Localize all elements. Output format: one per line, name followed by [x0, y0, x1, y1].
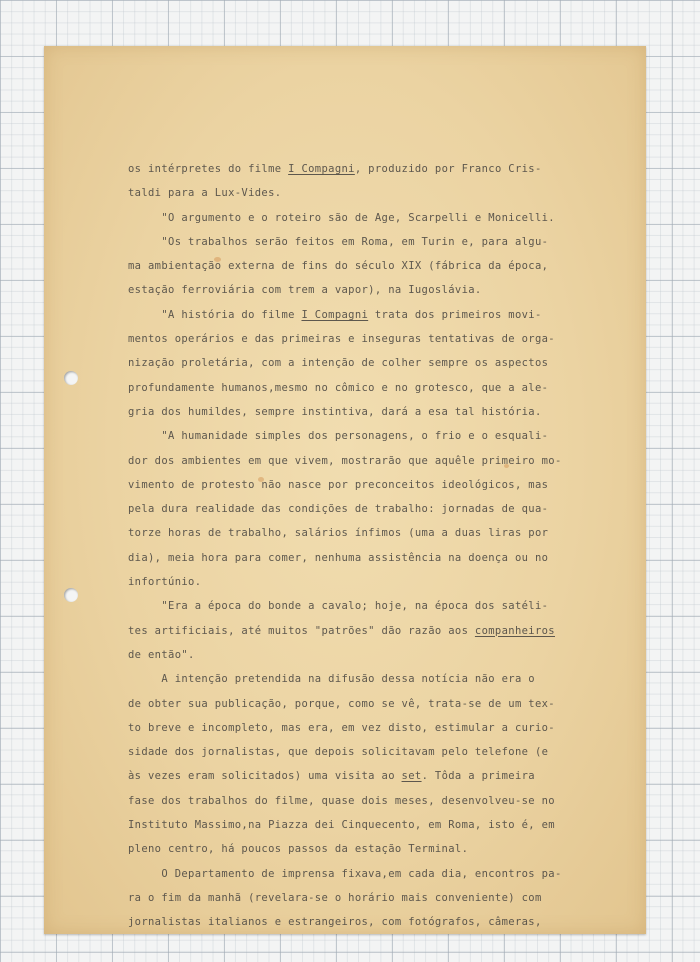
text-line: [128, 813, 598, 837]
line-text: torze horas de trabalho, salários ínfimos (uma a duas liras por: [128, 527, 549, 540]
text-line: [128, 692, 598, 716]
underlined-text: I Compagni: [301, 308, 369, 321]
text-line: [128, 521, 598, 545]
line-text: A intenção pretendida na difusão dessa notícia não era o: [128, 673, 535, 686]
text-line: [128, 594, 598, 618]
text-line: [128, 424, 598, 448]
line-text: "A humanidade simples dos personagens, o frio e o esquali-: [128, 430, 549, 443]
text-line: [128, 206, 598, 230]
line-text: infortúnio.: [128, 576, 202, 589]
line-text: Instituto Massimo,na Piazza dei Cinquecento, em Roma, isto é, em: [128, 819, 555, 832]
text-line: [128, 716, 598, 740]
line-text: de obter sua publicação, porque, como se vê, trata-se de um tex-: [128, 697, 555, 710]
text-line: [128, 327, 598, 351]
text-line: [128, 230, 598, 254]
line-text: vimento de protesto não nasce por preconceitos ideológicos, mas: [128, 478, 549, 491]
underlined-text: set: [401, 770, 422, 783]
line-text: às vezes eram solicitados) uma visita ao: [128, 770, 402, 783]
line-text: ma ambientação externa de fins do século XIX (fábrica da época,: [128, 260, 549, 273]
text-line: [128, 497, 598, 521]
line-text: de então".: [128, 648, 195, 661]
underlined-text: I Compagni: [288, 163, 355, 175]
line-text: O Departamento de imprensa fixava,em cada dia, encontros pa-: [128, 867, 562, 880]
line-text: "Era a época do bonde a cavalo; hoje, na época dos satéli-: [128, 600, 549, 613]
typewritten-page: [44, 46, 646, 934]
line-text: gria dos humildes, sempre instintiva, dará a esa tal história.: [128, 405, 542, 418]
line-text: pleno centro, há poucos passos da estação Terminal.: [128, 843, 469, 856]
text-line: [128, 886, 598, 910]
text-line: [128, 910, 598, 934]
text-line: [128, 376, 598, 400]
line-text: . Tôda a primeira: [421, 770, 535, 783]
line-text: nização proletária, com a intenção de colher sempre os aspectos: [128, 357, 549, 370]
text-line: [128, 278, 598, 302]
text-line: [128, 254, 598, 278]
line-text: ra o fim da manhã (revelara-se o horário mais conveniente) com: [128, 891, 542, 904]
text-line: [128, 862, 598, 886]
line-text: "O argumento e o roteiro são de Age, Scarpelli e Monicelli.: [128, 211, 555, 224]
line-text: , produzido por Franco Cris-: [354, 163, 542, 175]
line-text: sidade dos jornalistas, que depois solicitavam pelo telefone (e: [128, 746, 549, 759]
text-line: [128, 157, 598, 181]
line-text: pela dura realidade das condições de trabalho: jornadas de qua-: [128, 503, 549, 516]
line-text: estação ferroviária com trem a vapor), na Iugoslávia.: [128, 284, 482, 297]
punch-hole: [64, 588, 78, 602]
text-line: [128, 740, 598, 764]
line-text: dia), meia hora para comer, nenhuma assistência na doença ou no: [128, 551, 549, 564]
line-text: taldi para a Lux-Vides.: [128, 187, 282, 200]
text-line: [128, 400, 598, 424]
typed-text-body: [128, 157, 598, 935]
text-line: [128, 570, 598, 594]
line-text: tes artificiais, até muitos "patrões" dão razão aos: [128, 624, 475, 637]
text-line: [128, 546, 598, 570]
line-text: dor dos ambientes em que vivem, mostrarão que aquêle primeiro mo-: [128, 454, 562, 467]
text-line: [128, 181, 598, 205]
text-line: [128, 619, 598, 643]
line-text: fase dos trabalhos do filme, quase dois meses, desenvolveu-se no: [128, 794, 555, 807]
line-text: profundamente humanos,mesmo no cômico e no grotesco, que a ale-: [128, 381, 549, 394]
line-text: os intérpretes do filme: [128, 163, 289, 175]
underlined-text: companheiros: [474, 624, 555, 637]
text-line: [128, 789, 598, 813]
line-text: jornalistas italianos e estrangeiros, com fotógrafos, câmeras,: [128, 916, 542, 929]
line-text: "Os trabalhos serão feitos em Roma, em Turin e, para algu-: [128, 235, 549, 248]
line-text: trata dos primeiros movi-: [368, 308, 542, 321]
line-text: mentos operários e das primeiras e inseguras tentativas de orga-: [128, 333, 555, 346]
punch-hole: [64, 371, 78, 385]
text-line: [128, 473, 598, 497]
line-text: to breve e incompleto, mas era, em vez disto, estimular a curio-: [128, 721, 555, 734]
line-text: "A história do filme: [128, 308, 302, 321]
text-line: [128, 667, 598, 691]
text-line: [128, 837, 598, 861]
text-line: [128, 351, 598, 375]
text-line: [128, 449, 598, 473]
text-line: [128, 643, 598, 667]
text-line: [128, 764, 598, 788]
text-line: [128, 303, 598, 327]
